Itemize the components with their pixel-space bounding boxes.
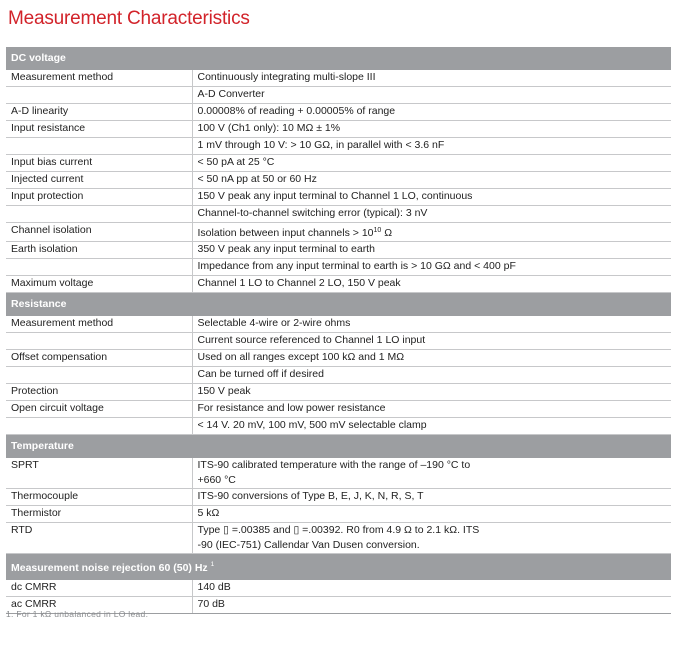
row-label: Thermistor: [6, 506, 192, 523]
row-value: [192, 523, 671, 554]
table-row: [6, 259, 671, 276]
table-row: [6, 138, 671, 155]
row-value: Current source referenced to Channel 1 LO input: [192, 333, 671, 350]
row-label: RTD: [6, 523, 192, 554]
row-value: Channel-to-channel switching error (typical): 3 nV: [192, 206, 671, 223]
table-row: [6, 155, 671, 172]
table-row: [6, 489, 671, 506]
row-value: 150 V peak: [192, 384, 671, 401]
row-label: Open circuit voltage: [6, 401, 192, 418]
table-row: [6, 121, 671, 138]
table-row: [6, 189, 671, 206]
footnote: 1. For 1 kΩ unbalanced in LO lead.: [6, 609, 149, 619]
table-row: [6, 458, 671, 489]
row-value: 150 V peak any input terminal to Channel 1 LO, continuous: [192, 189, 671, 206]
row-value: Impedance from any input terminal to earth is > 10 GΩ and < 400 pF: [192, 259, 671, 276]
spec-table: [6, 47, 671, 614]
row-label: Earth isolation: [6, 242, 192, 259]
row-label: Maximum voltage: [6, 276, 192, 293]
page-title: Measurement Characteristics: [8, 8, 250, 29]
row-label: Measurement method: [6, 70, 192, 87]
section-resistance: [6, 293, 671, 316]
value-line: +660 °C: [197, 474, 236, 486]
table-row: [6, 350, 671, 367]
row-label: [6, 259, 192, 276]
table-row: [6, 104, 671, 121]
value-line: ITS-90 calibrated temperature with the range of –190 °C to: [197, 459, 471, 471]
table-row: [6, 87, 671, 104]
row-label: Protection: [6, 384, 192, 401]
row-label: [6, 87, 192, 104]
section-header: DC voltage: [6, 47, 671, 70]
row-value: < 50 pA at 25 °C: [192, 155, 671, 172]
row-value: A-D Converter: [192, 87, 671, 104]
row-value: 0.00008% of reading + 0.00005% of range: [192, 104, 671, 121]
row-label: Input resistance: [6, 121, 192, 138]
section-temperature: [6, 435, 671, 458]
row-value: 70 dB: [192, 597, 671, 614]
value-line: Type ▯ =.00385 and ▯ =.00392. R0 from 4.9 Ω to 2.1 kΩ. ITS: [197, 524, 480, 536]
table-row: [6, 242, 671, 259]
row-value: Selectable 4-wire or 2-wire ohms: [192, 316, 671, 333]
table-row: [6, 384, 671, 401]
exponent: 10: [373, 227, 382, 234]
row-label: A-D linearity: [6, 104, 192, 121]
value-line: -90 (IEC-751) Callendar Van Dusen conversion.: [197, 539, 420, 551]
row-label: Injected current: [6, 172, 192, 189]
row-value: For resistance and low power resistance: [192, 401, 671, 418]
row-label: ac CMRR: [6, 597, 192, 614]
table-row: [6, 367, 671, 384]
row-value: 100 V (Ch1 only): 10 MΩ ± 1%: [192, 121, 671, 138]
row-value: Used on all ranges except 100 kΩ and 1 MΩ: [192, 350, 671, 367]
row-value: Continuously integrating multi-slope III: [192, 70, 671, 87]
section-header: Temperature: [6, 435, 671, 458]
table-row: [6, 276, 671, 293]
row-label: Offset compensation: [6, 350, 192, 367]
footnote-marker: 1: [210, 561, 215, 568]
table-row: [6, 172, 671, 189]
table-row: [6, 206, 671, 223]
row-label: Input protection: [6, 189, 192, 206]
row-value: 350 V peak any input terminal to earth: [192, 242, 671, 259]
row-label: dc CMRR: [6, 580, 192, 597]
row-value: [192, 223, 671, 242]
row-value: Can be turned off if desired: [192, 367, 671, 384]
row-value: Channel 1 LO to Channel 2 LO, 150 V peak: [192, 276, 671, 293]
row-value: 140 dB: [192, 580, 671, 597]
table-row: [6, 333, 671, 350]
row-label: [6, 333, 192, 350]
row-label: [6, 418, 192, 435]
table-row: [6, 418, 671, 435]
row-value: 5 kΩ: [192, 506, 671, 523]
table-row: [6, 70, 671, 87]
table-row: [6, 316, 671, 333]
table-row: [6, 580, 671, 597]
value-text: Isolation between input channels > 10: [197, 227, 374, 239]
table-row: [6, 506, 671, 523]
row-value: < 14 V. 20 mV, 100 mV, 500 mV selectable clamp: [192, 418, 671, 435]
row-value: [192, 458, 671, 489]
table-row: [6, 223, 671, 242]
section-header: Resistance: [6, 293, 671, 316]
row-label: Input bias current: [6, 155, 192, 172]
row-label: [6, 206, 192, 223]
row-label: SPRT: [6, 458, 192, 489]
row-value: < 50 nA pp at 50 or 60 Hz: [192, 172, 671, 189]
row-label: Measurement method: [6, 316, 192, 333]
table-row: [6, 523, 671, 554]
row-label: Channel isolation: [6, 223, 192, 242]
row-label: [6, 367, 192, 384]
row-label: Thermocouple: [6, 489, 192, 506]
unit-text: Ω: [381, 227, 393, 239]
section-header: [6, 554, 671, 580]
row-label: [6, 138, 192, 155]
section-header-text: Measurement noise rejection 60 (50) Hz: [11, 562, 208, 574]
row-value: 1 mV through 10 V: > 10 GΩ, in parallel with < 3.6 nF: [192, 138, 671, 155]
section-dc-voltage: [6, 47, 671, 70]
row-value: ITS-90 conversions of Type B, E, J, K, N, R, S, T: [192, 489, 671, 506]
section-noise-rejection: [6, 554, 671, 580]
table-row: [6, 401, 671, 418]
